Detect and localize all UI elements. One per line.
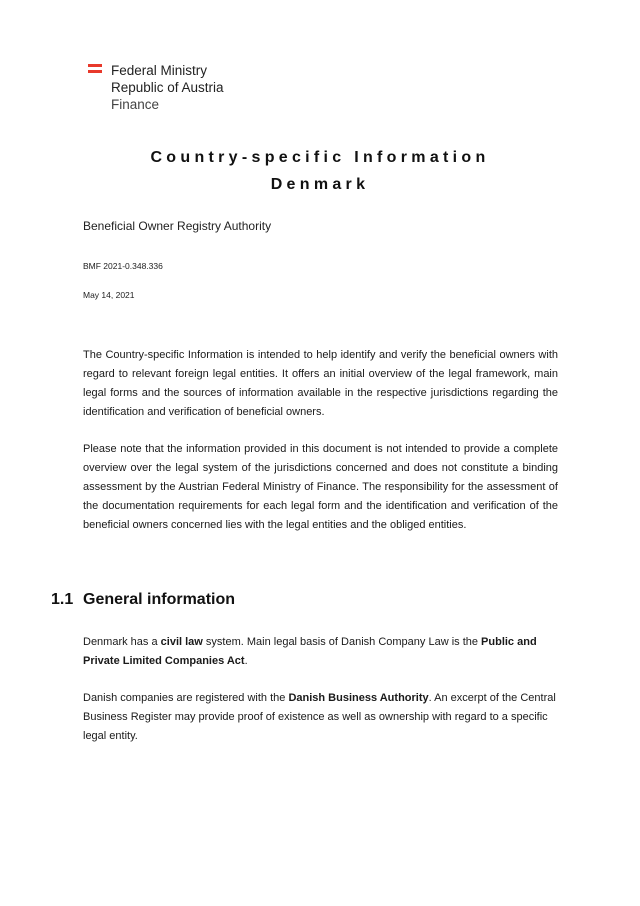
ministry-logo: [88, 62, 224, 113]
emphasis-civil-law: civil law: [160, 636, 203, 648]
emphasis-companies-act: Public and Private Limited Companies Act: [83, 636, 537, 667]
document-date: May 14, 2021: [83, 290, 135, 300]
emphasis-business-authority: Danish Business Authority: [288, 692, 429, 704]
text-fragment: Danish companies are registered with the: [83, 692, 289, 704]
logo-line-2: Republic of Austria: [111, 80, 224, 95]
logo-text: [111, 62, 224, 113]
text-fragment: system. Main legal basis of Danish Company Law is the: [202, 636, 482, 648]
registry-paragraph: [83, 689, 558, 746]
legal-system-paragraph: [83, 633, 558, 671]
reference-number: BMF 2021-0.348.336: [83, 261, 163, 271]
document-title: Country-specific Information: [150, 149, 490, 166]
authority-name: Beneficial Owner Registry Authority: [83, 219, 272, 233]
notice-paragraph: Please note that the information provided in this document is not intended to provide a complete overview over the legal system of the jurisdictions concerned and does not constitute a binding assessment by the Austrian Federal Ministry of Finance. The responsibility for the assessment of the documentation requirements for each legal form and the identification and verification of the beneficial owners concerned lies with the legal entities and the obliged entities.: [83, 443, 558, 531]
text-fragment: .: [244, 655, 248, 667]
section-heading: [51, 591, 235, 609]
text-fragment: Denmark has a: [83, 636, 161, 648]
section-number: 1.1: [51, 591, 74, 608]
logo-line-1: Federal Ministry: [111, 63, 208, 78]
section-title: General information: [83, 591, 236, 608]
austria-flag-icon: [88, 64, 102, 76]
country-title: Denmark: [270, 176, 370, 193]
intro-paragraph: The Country-specific Information is intended to help identify and verify the beneficial owners with regard to relevant foreign legal entities. It offers an initial overview of the legal framework, main legal forms and the sources of information available in the respective jurisdictions regarding the identification and verification of beneficial owners.: [83, 349, 558, 418]
logo-line-3: Finance: [111, 97, 160, 112]
text-fragment: . An excerpt of the Central Business Register may provide proof of existence as well as ownership with regard to a specific legal entity.: [83, 692, 556, 742]
